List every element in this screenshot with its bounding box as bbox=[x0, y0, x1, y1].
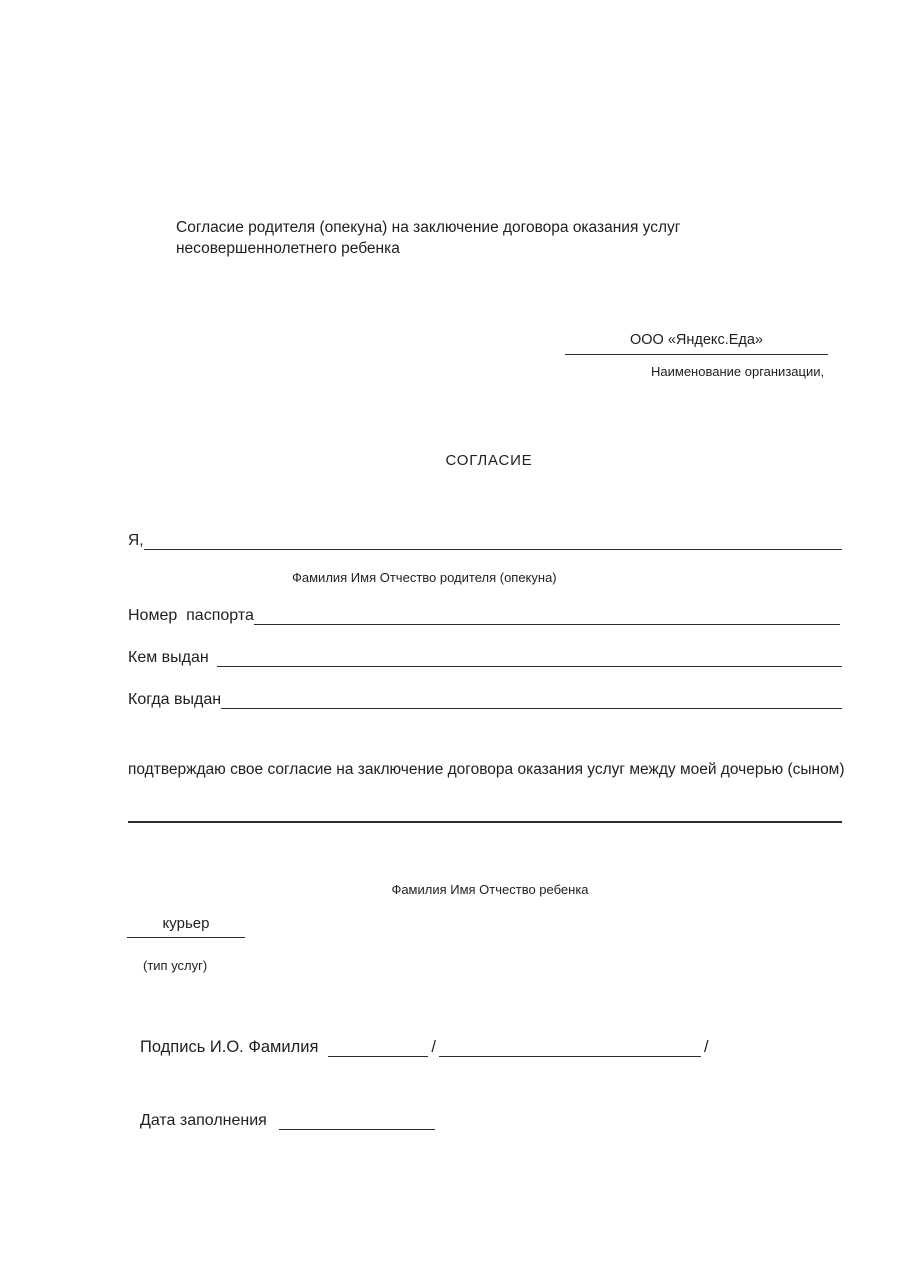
child-name-blank-line bbox=[128, 801, 842, 823]
parent-name-label: Я, bbox=[128, 532, 144, 549]
passport-issued-by-field bbox=[128, 646, 842, 667]
consent-heading: СОГЛАСИЕ bbox=[445, 452, 533, 469]
parent-name-field bbox=[128, 530, 842, 550]
organization-name: ООО «Яндекс.Еда» bbox=[630, 332, 763, 348]
fill-date-blank-line bbox=[279, 1108, 435, 1130]
signature-initials-blank-line bbox=[328, 1035, 428, 1057]
passport-issued-date-blank-line bbox=[221, 687, 842, 709]
organization-caption: Наименование организации, bbox=[651, 364, 825, 379]
passport-number-label: Номер паспорта bbox=[128, 607, 254, 624]
fill-date-row bbox=[140, 1109, 435, 1130]
child-name-caption: Фамилия Имя Отчество ребенка bbox=[391, 882, 589, 897]
passport-issued-by-blank-line bbox=[217, 645, 842, 667]
fill-date-label: Дата заполнения bbox=[140, 1112, 267, 1129]
signature-separator-slash: / bbox=[703, 1038, 709, 1056]
signature-fullname-blank-line bbox=[439, 1035, 701, 1057]
organization-name-line bbox=[565, 332, 828, 355]
passport-number-field bbox=[128, 604, 840, 625]
passport-issued-date-field bbox=[128, 688, 842, 709]
signature-separator-slash: / bbox=[431, 1038, 436, 1056]
document-title: Согласие родителя (опекуна) на заключение договора оказания услуг несовершеннолетнего ребенка bbox=[176, 219, 685, 257]
parent-name-caption: Фамилия Имя Отчество родителя (опекуна) bbox=[292, 570, 557, 585]
consent-statement: подтверждаю свое согласие на заключение договора оказания услуг между моей дочерью (сыном) bbox=[128, 761, 845, 778]
service-type-line bbox=[127, 915, 245, 938]
signature-label: Подпись И.О. Фамилия bbox=[140, 1038, 319, 1056]
service-type-caption: (тип услуг) bbox=[143, 958, 208, 973]
service-type-value: курьер bbox=[162, 915, 210, 932]
parent-name-blank-line bbox=[144, 529, 843, 550]
passport-issued-date-label: Когда выдан bbox=[128, 691, 222, 708]
passport-issued-by-label: Кем выдан bbox=[128, 649, 209, 666]
passport-number-blank-line bbox=[254, 603, 840, 625]
signature-row bbox=[140, 1036, 712, 1057]
